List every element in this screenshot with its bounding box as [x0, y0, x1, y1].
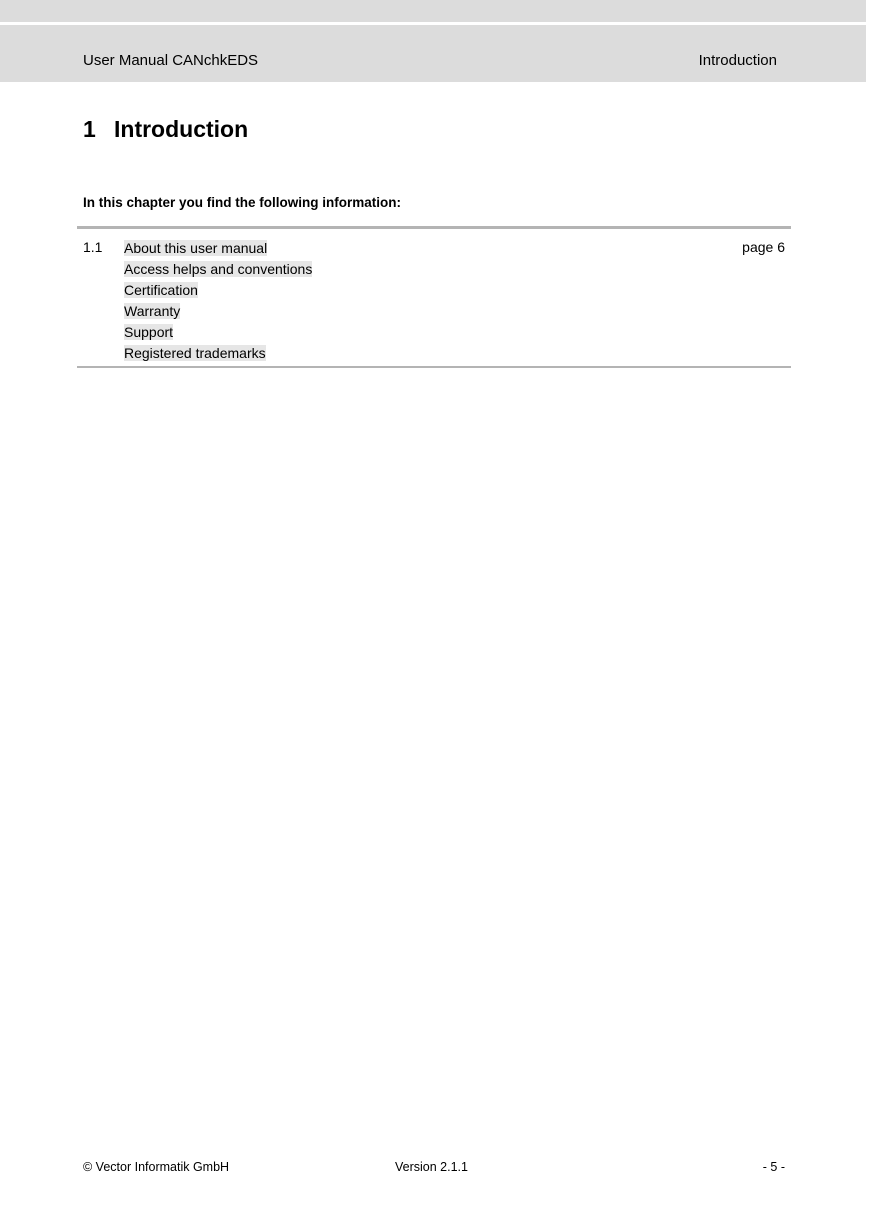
toc-link-trademarks[interactable]: Registered trademarks [124, 345, 266, 361]
chapter-intro: In this chapter you find the following information: [83, 195, 401, 210]
toc-link-certification[interactable]: Certification [124, 282, 198, 298]
toc-list [124, 239, 312, 365]
chapter-title: Introduction [114, 116, 249, 142]
footer-version: Version 2.1.1 [395, 1160, 468, 1174]
toc-item[interactable] [124, 239, 312, 260]
toc-link-access-helps[interactable]: Access helps and conventions [124, 261, 313, 277]
header-document-title: User Manual CANchkEDS [83, 52, 259, 69]
toc-link-support[interactable]: Support [124, 324, 174, 340]
toc-item[interactable] [124, 302, 312, 323]
page-header [0, 25, 866, 82]
top-strip [0, 0, 866, 22]
toc-item[interactable] [124, 323, 312, 344]
chapter-number: 1 [83, 116, 96, 142]
chapter-contents-table [77, 226, 791, 368]
toc-link-warranty[interactable]: Warranty [124, 303, 181, 319]
footer-copyright: © Vector Informatik GmbH [83, 1160, 230, 1174]
toc-item[interactable] [124, 260, 312, 281]
toc-page-reference: page 6 [742, 239, 785, 255]
header-chapter-name: Introduction [698, 52, 777, 69]
footer-page-number: - 5 - [762, 1160, 785, 1174]
toc-item[interactable] [124, 281, 312, 302]
toc-item[interactable] [124, 344, 312, 365]
toc-link-about-manual[interactable]: About this user manual [124, 240, 268, 256]
toc-section-number: 1.1 [83, 239, 103, 255]
chapter-heading [83, 116, 248, 143]
